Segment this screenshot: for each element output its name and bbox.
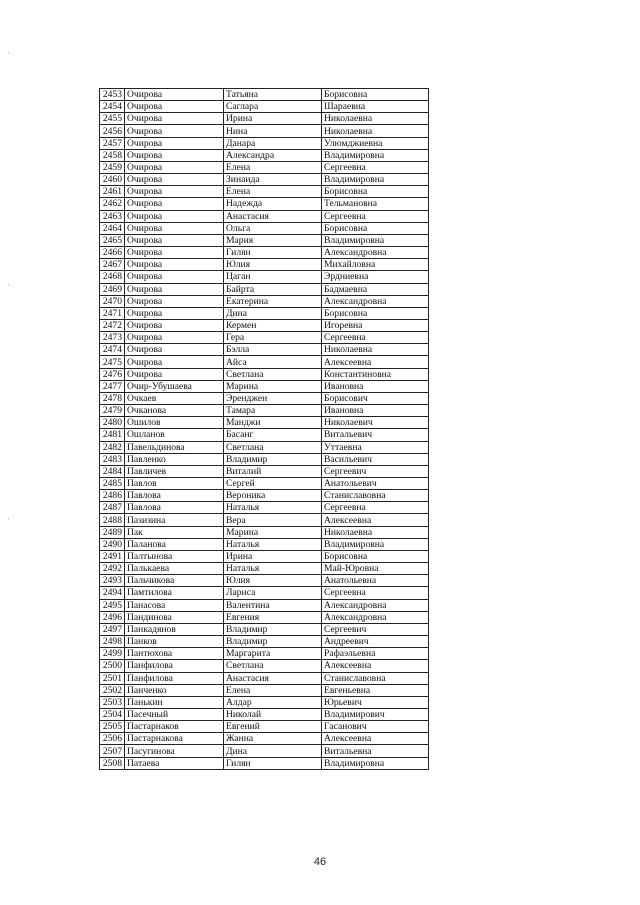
table-row: [100, 319, 429, 331]
first-name-cell: Марина: [224, 380, 322, 392]
table-row: [100, 234, 429, 246]
first-name-cell: Наталья: [224, 538, 322, 550]
surname-cell: Очирова: [125, 210, 224, 222]
row-number-cell: 2504: [100, 708, 125, 720]
row-number-cell: 2505: [100, 721, 125, 733]
patronymic-cell: Анатольевна: [322, 575, 429, 587]
table-row: [100, 490, 429, 502]
surname-cell: Пандинова: [125, 611, 224, 623]
first-name-cell: Вера: [224, 514, 322, 526]
first-name-cell: Лариса: [224, 587, 322, 599]
table-row: [100, 161, 429, 173]
row-number-cell: 2495: [100, 599, 125, 611]
surname-cell: Очирова: [125, 89, 224, 101]
patronymic-cell: Сергеевна: [322, 210, 429, 222]
first-name-cell: Валентина: [224, 599, 322, 611]
row-number-cell: 2454: [100, 101, 125, 113]
table-row: [100, 684, 429, 696]
table-row: [100, 733, 429, 745]
table-row: [100, 563, 429, 575]
first-name-cell: Ольга: [224, 222, 322, 234]
table-row: [100, 149, 429, 161]
first-name-cell: Елена: [224, 684, 322, 696]
first-name-cell: Ирина: [224, 550, 322, 562]
first-name-cell: Анастасия: [224, 210, 322, 222]
patronymic-cell: Тельмановна: [322, 198, 429, 210]
surname-cell: Очирова: [125, 295, 224, 307]
first-name-cell: Елена: [224, 161, 322, 173]
row-number-cell: 2469: [100, 283, 125, 295]
surname-cell: Павельдинова: [125, 441, 224, 453]
row-number-cell: 2459: [100, 161, 125, 173]
patronymic-cell: Гасанович: [322, 721, 429, 733]
row-number-cell: 2478: [100, 392, 125, 404]
surname-cell: Очирова: [125, 344, 224, 356]
surname-cell: Очирова: [125, 307, 224, 319]
first-name-cell: Алдар: [224, 696, 322, 708]
table-row: [100, 575, 429, 587]
surname-cell: Палькаева: [125, 563, 224, 575]
surname-cell: Очирова: [125, 161, 224, 173]
surname-cell: Очирова: [125, 271, 224, 283]
patronymic-cell: Витальевна: [322, 745, 429, 757]
surname-cell: Павлов: [125, 478, 224, 490]
patronymic-cell: Юрьевич: [322, 696, 429, 708]
patronymic-cell: Сергеевич: [322, 465, 429, 477]
patronymic-cell: Сергеевна: [322, 332, 429, 344]
surname-cell: Панфилова: [125, 660, 224, 672]
table-row: [100, 745, 429, 757]
row-number-cell: 2457: [100, 137, 125, 149]
patronymic-cell: Николаевна: [322, 125, 429, 137]
patronymic-cell: Евгеньевна: [322, 684, 429, 696]
roster-table: [99, 88, 429, 770]
row-number-cell: 2477: [100, 380, 125, 392]
first-name-cell: Эренджен: [224, 392, 322, 404]
table-row: [100, 599, 429, 611]
surname-cell: Панфилова: [125, 672, 224, 684]
surname-cell: Пасечный: [125, 708, 224, 720]
row-number-cell: 2487: [100, 502, 125, 514]
patronymic-cell: Станиславовна: [322, 672, 429, 684]
first-name-cell: Елена: [224, 186, 322, 198]
patronymic-cell: Михайловна: [322, 259, 429, 271]
row-number-cell: 2472: [100, 319, 125, 331]
first-name-cell: Николай: [224, 708, 322, 720]
row-number-cell: 2494: [100, 587, 125, 599]
patronymic-cell: Алексеевна: [322, 356, 429, 368]
row-number-cell: 2501: [100, 672, 125, 684]
row-number-cell: 2498: [100, 636, 125, 648]
patronymic-cell: Сергеевна: [322, 161, 429, 173]
row-number-cell: 2476: [100, 368, 125, 380]
first-name-cell: Анастасия: [224, 672, 322, 684]
surname-cell: Паланова: [125, 538, 224, 550]
surname-cell: Пантюхова: [125, 648, 224, 660]
scan-mark: ': [8, 52, 10, 58]
first-name-cell: Цаган: [224, 271, 322, 283]
patronymic-cell: Владимировна: [322, 757, 429, 769]
patronymic-cell: Ивановна: [322, 405, 429, 417]
row-number-cell: 2502: [100, 684, 125, 696]
table-row: [100, 648, 429, 660]
surname-cell: Очирова: [125, 234, 224, 246]
table-row: [100, 429, 429, 441]
table-row: [100, 283, 429, 295]
row-number-cell: 2506: [100, 733, 125, 745]
table-row: [100, 222, 429, 234]
patronymic-cell: Васильевич: [322, 453, 429, 465]
row-number-cell: 2468: [100, 271, 125, 283]
first-name-cell: Мария: [224, 234, 322, 246]
first-name-cell: Манджи: [224, 417, 322, 429]
patronymic-cell: Алексеевна: [322, 733, 429, 745]
row-number-cell: 2479: [100, 405, 125, 417]
row-number-cell: 2491: [100, 550, 125, 562]
patronymic-cell: Алексеевна: [322, 660, 429, 672]
patronymic-cell: Бадмаевна: [322, 283, 429, 295]
row-number-cell: 2460: [100, 174, 125, 186]
patronymic-cell: Уттаевна: [322, 441, 429, 453]
row-number-cell: 2508: [100, 757, 125, 769]
surname-cell: Очкаев: [125, 392, 224, 404]
row-number-cell: 2473: [100, 332, 125, 344]
row-number-cell: 2466: [100, 247, 125, 259]
patronymic-cell: Улюмджиевна: [322, 137, 429, 149]
table-row: [100, 125, 429, 137]
first-name-cell: Ирина: [224, 113, 322, 125]
row-number-cell: 2482: [100, 441, 125, 453]
surname-cell: Очирова: [125, 198, 224, 210]
patronymic-cell: Анатольевич: [322, 478, 429, 490]
first-name-cell: Данара: [224, 137, 322, 149]
patronymic-cell: Николаевна: [322, 526, 429, 538]
row-number-cell: 2507: [100, 745, 125, 757]
surname-cell: Очирова: [125, 319, 224, 331]
patronymic-cell: Борисовна: [322, 89, 429, 101]
surname-cell: Очирова: [125, 247, 224, 259]
surname-cell: Очирова: [125, 222, 224, 234]
table-row: [100, 137, 429, 149]
table-row: [100, 247, 429, 259]
row-number-cell: 2500: [100, 660, 125, 672]
first-name-cell: Саглара: [224, 101, 322, 113]
row-number-cell: 2493: [100, 575, 125, 587]
patronymic-cell: Сергеевна: [322, 502, 429, 514]
table-row: [100, 636, 429, 648]
row-number-cell: 2464: [100, 222, 125, 234]
surname-cell: Очирова: [125, 101, 224, 113]
table-row: [100, 89, 429, 101]
table-row: [100, 198, 429, 210]
first-name-cell: Марина: [224, 526, 322, 538]
patronymic-cell: Владимировна: [322, 174, 429, 186]
surname-cell: Палтынова: [125, 550, 224, 562]
table-row: [100, 696, 429, 708]
row-number-cell: 2480: [100, 417, 125, 429]
patronymic-cell: Сергеевна: [322, 587, 429, 599]
row-number-cell: 2496: [100, 611, 125, 623]
surname-cell: Очирова: [125, 368, 224, 380]
table-row: [100, 441, 429, 453]
first-name-cell: Юлия: [224, 575, 322, 587]
patronymic-cell: Константиновна: [322, 368, 429, 380]
patronymic-cell: Николаевна: [322, 113, 429, 125]
surname-cell: Павленко: [125, 453, 224, 465]
surname-cell: Очирова: [125, 174, 224, 186]
row-number-cell: 2463: [100, 210, 125, 222]
first-name-cell: Дина: [224, 745, 322, 757]
first-name-cell: Владимир: [224, 636, 322, 648]
row-number-cell: 2471: [100, 307, 125, 319]
surname-cell: Пальчикова: [125, 575, 224, 587]
row-number-cell: 2497: [100, 623, 125, 635]
table-row: [100, 660, 429, 672]
surname-cell: Пазизина: [125, 514, 224, 526]
row-number-cell: 2474: [100, 344, 125, 356]
patronymic-cell: Борисовна: [322, 307, 429, 319]
page-number: 46: [313, 856, 327, 868]
patronymic-cell: Владимировна: [322, 234, 429, 246]
table-row: [100, 101, 429, 113]
first-name-cell: Тамара: [224, 405, 322, 417]
patronymic-cell: Май-Юровна: [322, 563, 429, 575]
patronymic-cell: Александровна: [322, 247, 429, 259]
first-name-cell: Евгений: [224, 721, 322, 733]
patronymic-cell: Ивановна: [322, 380, 429, 392]
first-name-cell: Гилян: [224, 757, 322, 769]
scan-mark: ': [8, 518, 10, 524]
table-row: [100, 708, 429, 720]
first-name-cell: Кермен: [224, 319, 322, 331]
first-name-cell: Светлана: [224, 441, 322, 453]
table-row: [100, 259, 429, 271]
patronymic-cell: Владимировна: [322, 538, 429, 550]
table-row: [100, 344, 429, 356]
patronymic-cell: Борисовна: [322, 550, 429, 562]
first-name-cell: Жанна: [224, 733, 322, 745]
patronymic-cell: Александровна: [322, 295, 429, 307]
first-name-cell: Евгения: [224, 611, 322, 623]
surname-cell: Ошилов: [125, 417, 224, 429]
patronymic-cell: Сергеевич: [322, 623, 429, 635]
first-name-cell: Зинаида: [224, 174, 322, 186]
table-row: [100, 757, 429, 769]
table-row: [100, 514, 429, 526]
surname-cell: Пастарнаков: [125, 721, 224, 733]
surname-cell: Панкадянов: [125, 623, 224, 635]
first-name-cell: Байрта: [224, 283, 322, 295]
surname-cell: Пак: [125, 526, 224, 538]
table-row: [100, 392, 429, 404]
first-name-cell: Светлана: [224, 368, 322, 380]
table-row: [100, 502, 429, 514]
surname-cell: Очирова: [125, 283, 224, 295]
first-name-cell: Вероника: [224, 490, 322, 502]
surname-cell: Очирова: [125, 186, 224, 198]
first-name-cell: Дина: [224, 307, 322, 319]
first-name-cell: Сергей: [224, 478, 322, 490]
row-number-cell: 2483: [100, 453, 125, 465]
table-row: [100, 271, 429, 283]
surname-cell: Павличев: [125, 465, 224, 477]
row-number-cell: 2481: [100, 429, 125, 441]
surname-cell: Панькин: [125, 696, 224, 708]
patronymic-cell: Николаевич: [322, 417, 429, 429]
patronymic-cell: Александровна: [322, 599, 429, 611]
scan-mark: ': [8, 284, 10, 290]
table-row: [100, 210, 429, 222]
row-number-cell: 2484: [100, 465, 125, 477]
table-row: [100, 113, 429, 125]
row-number-cell: 2455: [100, 113, 125, 125]
surname-cell: Очирова: [125, 113, 224, 125]
surname-cell: Очир-Убушаева: [125, 380, 224, 392]
first-name-cell: Надежда: [224, 198, 322, 210]
surname-cell: Павлова: [125, 502, 224, 514]
first-name-cell: Александра: [224, 149, 322, 161]
row-number-cell: 2470: [100, 295, 125, 307]
row-number-cell: 2503: [100, 696, 125, 708]
surname-cell: Очирова: [125, 259, 224, 271]
surname-cell: Панченко: [125, 684, 224, 696]
table-row: [100, 417, 429, 429]
row-number-cell: 2456: [100, 125, 125, 137]
patronymic-cell: Андреевич: [322, 636, 429, 648]
surname-cell: Пасугинова: [125, 745, 224, 757]
patronymic-cell: Шараевна: [322, 101, 429, 113]
row-number-cell: 2485: [100, 478, 125, 490]
patronymic-cell: Рафаэльевна: [322, 648, 429, 660]
table-row: [100, 611, 429, 623]
roster-body: [100, 89, 429, 770]
surname-cell: Панков: [125, 636, 224, 648]
first-name-cell: Маргарита: [224, 648, 322, 660]
table-row: [100, 526, 429, 538]
first-name-cell: Виталий: [224, 465, 322, 477]
row-number-cell: 2488: [100, 514, 125, 526]
surname-cell: Очирова: [125, 332, 224, 344]
first-name-cell: Владимир: [224, 623, 322, 635]
patronymic-cell: Борисович: [322, 392, 429, 404]
first-name-cell: Татьяна: [224, 89, 322, 101]
table-row: [100, 368, 429, 380]
row-number-cell: 2489: [100, 526, 125, 538]
first-name-cell: Владимир: [224, 453, 322, 465]
first-name-cell: Айса: [224, 356, 322, 368]
first-name-cell: Басанг: [224, 429, 322, 441]
table-row: [100, 453, 429, 465]
row-number-cell: 2499: [100, 648, 125, 660]
surname-cell: Очирова: [125, 137, 224, 149]
table-row: [100, 538, 429, 550]
row-number-cell: 2475: [100, 356, 125, 368]
patronymic-cell: Станиславовна: [322, 490, 429, 502]
first-name-cell: Юлия: [224, 259, 322, 271]
table-row: [100, 623, 429, 635]
surname-cell: Ошланов: [125, 429, 224, 441]
table-row: [100, 380, 429, 392]
first-name-cell: Светлана: [224, 660, 322, 672]
table-row: [100, 672, 429, 684]
patronymic-cell: Борисовна: [322, 222, 429, 234]
table-row: [100, 174, 429, 186]
table-row: [100, 550, 429, 562]
table-row: [100, 356, 429, 368]
patronymic-cell: Алексеевна: [322, 514, 429, 526]
table-row: [100, 465, 429, 477]
patronymic-cell: Николаевна: [322, 344, 429, 356]
table-row: [100, 186, 429, 198]
surname-cell: Очканова: [125, 405, 224, 417]
patronymic-cell: Борисовна: [322, 186, 429, 198]
row-number-cell: 2465: [100, 234, 125, 246]
table-row: [100, 295, 429, 307]
table-row: [100, 307, 429, 319]
surname-cell: Очирова: [125, 356, 224, 368]
table-row: [100, 405, 429, 417]
first-name-cell: Нина: [224, 125, 322, 137]
surname-cell: Патаева: [125, 757, 224, 769]
first-name-cell: Гера: [224, 332, 322, 344]
first-name-cell: Гилян: [224, 247, 322, 259]
row-number-cell: 2462: [100, 198, 125, 210]
patronymic-cell: Владимирович: [322, 708, 429, 720]
patronymic-cell: Витальевич: [322, 429, 429, 441]
row-number-cell: 2453: [100, 89, 125, 101]
first-name-cell: Наталья: [224, 502, 322, 514]
row-number-cell: 2492: [100, 563, 125, 575]
row-number-cell: 2458: [100, 149, 125, 161]
first-name-cell: Бэлла: [224, 344, 322, 356]
surname-cell: Пастарнакова: [125, 733, 224, 745]
surname-cell: Очирова: [125, 125, 224, 137]
table-row: [100, 332, 429, 344]
surname-cell: Павлова: [125, 490, 224, 502]
first-name-cell: Екатерина: [224, 295, 322, 307]
surname-cell: Очирова: [125, 149, 224, 161]
patronymic-cell: Эрдниевна: [322, 271, 429, 283]
patronymic-cell: Александровна: [322, 611, 429, 623]
table-row: [100, 587, 429, 599]
patronymic-cell: Игоревна: [322, 319, 429, 331]
patronymic-cell: Владимировна: [322, 149, 429, 161]
surname-cell: Панасова: [125, 599, 224, 611]
table-row: [100, 721, 429, 733]
row-number-cell: 2461: [100, 186, 125, 198]
row-number-cell: 2486: [100, 490, 125, 502]
row-number-cell: 2490: [100, 538, 125, 550]
first-name-cell: Наталья: [224, 563, 322, 575]
row-number-cell: 2467: [100, 259, 125, 271]
surname-cell: Памтилова: [125, 587, 224, 599]
table-row: [100, 478, 429, 490]
